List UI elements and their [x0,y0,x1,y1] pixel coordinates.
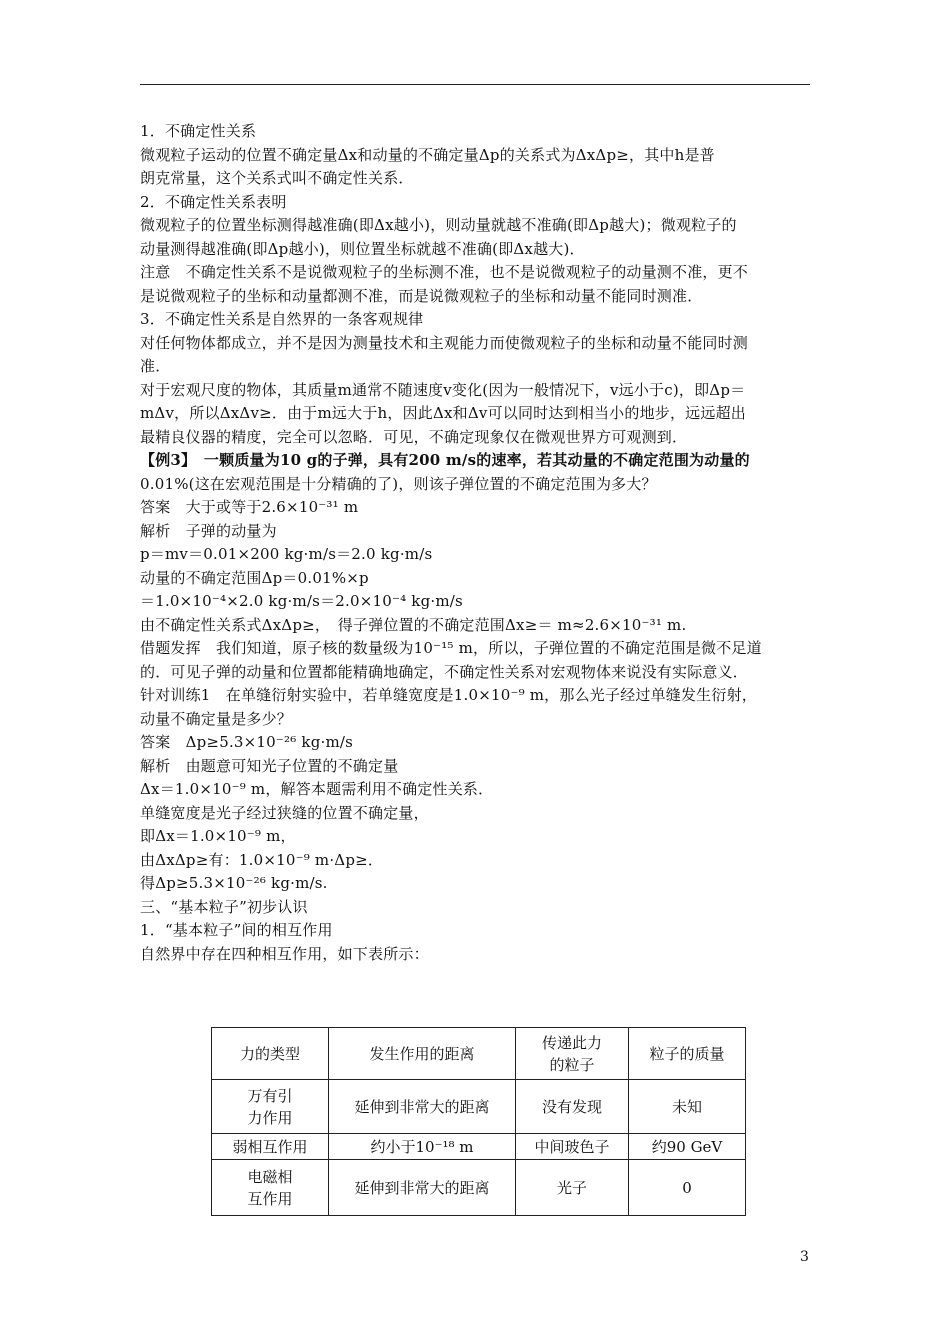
text-line: 对于宏观尺度的物体，其质量m通常不随速度v变化(因为一般情况下，v远小于c)，即Δp＝ [140,380,746,399]
table-header-cell [329,1028,516,1080]
answer-line: 答案 大于或等于2.6×10⁻³¹ m [140,498,359,516]
table-cell [329,1080,516,1134]
text-line: 由ΔxΔp≥有：1.0×10⁻⁹ m·Δp≥． [140,850,384,869]
table-cell [629,1160,746,1216]
table-cell [629,1134,746,1160]
top-rule [140,84,810,85]
text-line: 动量不确定量是多少？ [140,709,293,728]
text-line: 朗克常量，这个关系式叫不确定性关系． [140,169,414,187]
document-body [140,120,812,966]
interactions-table [211,1027,746,1216]
table-cell [516,1134,629,1160]
table-header-cell [516,1028,629,1080]
table-header-cell [212,1028,329,1080]
text-line: 解析 子弹的动量为 [140,521,277,540]
cell-text: 0 [682,1178,692,1197]
cell-text: 发生作用的距离 [369,1044,475,1063]
text-line: 注意 不确定性关系不是说微观粒子的坐标测不准，也不是说微观粒子的动量测不准，更不 [140,263,749,281]
text-line: 由不确定性关系式ΔxΔp≥， 得子弹位置的不确定范围Δx≥＝ m≈2.6×10⁻³¹ m. [140,615,687,634]
cell-text: 中间玻色子 [534,1137,610,1156]
text-line: 1．“基本粒子”间的相互作用 [140,921,333,939]
example-heading-line: 【例3】 一颗质量为10 g的子弹，具有200 m/s的速率，若其动量的不确定范围为动量的 [140,451,750,469]
text-line: 微观粒子的位置坐标测得越准确(即Δx越小)，则动量就越不准确(即Δp越大)；微观粒子的 [140,216,737,234]
cell-text: 没有发现 [541,1097,602,1116]
cell-text: 力的类型 [239,1044,300,1063]
text-line: ＝1.0×10⁻⁴×2.0 kg·m/s＝2.0×10⁻⁴ kg·m/s [140,592,463,610]
table-row [212,1160,746,1216]
table-cell [516,1160,629,1216]
text-line: 借题发挥 我们知道，原子核的数量级为10⁻¹⁵ m，所以，子弹位置的不确定范围是微不足道 [140,639,762,657]
cell-text: 万有引 力作用 [247,1086,293,1127]
text-line: 对任何物体都成立，并不是因为测量技术和主观能力而使微观粒子的坐标和动量不能同时测 [140,333,749,352]
text-line: 解析 由题意可知光子位置的不确定量 [140,756,399,775]
text-line: 微观粒子运动的位置不确定量Δx和动量的不确定量Δp的关系式为ΔxΔp≥，其中h是普 [140,145,715,164]
cell-text: 光子 [556,1178,587,1197]
table-row [212,1080,746,1134]
text-line: Δx＝1.0×10⁻⁹ m，解答本题需利用不确定性关系． [140,780,494,798]
text-line: 最精良仪器的精度，完全可以忽略．可见，不确定现象仅在微观世界方可观测到． [140,427,688,446]
text-line: p＝mv＝0.01×200 kg·m/s＝2.0 kg·m/s [140,545,433,563]
text-line: 得Δp≥5.3×10⁻²⁶ kg·m/s. [140,874,328,892]
cell-text: 延伸到非常大的距离 [354,1178,490,1197]
table-cell [629,1080,746,1134]
text-line: 即Δx＝1.0×10⁻⁹ m， [140,827,296,845]
table-cell [516,1080,629,1134]
text-line: 针对训练1 在单缝衍射实验中，若单缝宽度是1.0×10⁻⁹ m，那么光子经过单缝发生衍射， [140,686,757,704]
text-line: 是说微观粒子的坐标和动量都测不准，而是说微观粒子的坐标和动量不能同时测准． [140,286,703,305]
table-cell [329,1134,516,1160]
interactions-table-wrapper [211,1027,746,1216]
table-cell [329,1160,516,1216]
text-line: 动量测得越准确(即Δp越小)，则位置坐标就越不准确(即Δx越大)． [140,239,585,258]
cell-text: 延伸到非常大的距离 [354,1097,490,1116]
cell-text: 约小于10⁻¹⁸ m [370,1137,474,1156]
answer-line: 答案 Δp≥5.3×10⁻²⁶ kg·m/s [140,733,354,751]
cell-text: 弱相互作用 [232,1137,308,1156]
text-line: 动量的不确定范围Δp＝0.01%×p [140,568,369,587]
text-line: 0.01%(这在宏观范围是十分精确的了)，则该子弹位置的不确定范围为多大？ [140,474,657,493]
table-header-cell [629,1028,746,1080]
cell-text: 粒子的质量 [649,1044,725,1063]
text-line: 单缝宽度是光子经过狭缝的位置不确定量， [140,803,429,822]
cell-text: 未知 [671,1097,702,1116]
page-number: 3 [800,1249,809,1265]
cell-text: 约90 GeV [651,1137,723,1156]
text-line: 的．可见子弹的动量和位置都能精确地确定，不确定性关系对宏观物体来说没有实际意义． [140,662,749,681]
cell-text: 电磁相 互作用 [247,1167,293,1208]
text-line: mΔv，所以ΔxΔv≥．由于m远大于h，因此Δx和Δv可以同时达到相当小的地步，远远超出 [140,404,746,422]
text-line: 2．不确定性关系表明 [140,192,287,211]
table-header-row [212,1028,746,1080]
text-line: 准． [140,357,171,375]
text-line: 1．不确定性关系 [140,122,257,140]
table-cell [212,1160,329,1216]
section-heading-line: 三、“基本粒子”初步认识 [140,897,308,916]
table-row [212,1134,746,1160]
text-line: 自然界中存在四种相互作用，如下表所示： [140,944,429,963]
text-line: 3．不确定性关系是自然界的一条客观规律 [140,310,424,328]
table-cell [212,1134,329,1160]
table-cell [212,1080,329,1134]
cell-text: 传递此力 的粒子 [541,1033,602,1074]
